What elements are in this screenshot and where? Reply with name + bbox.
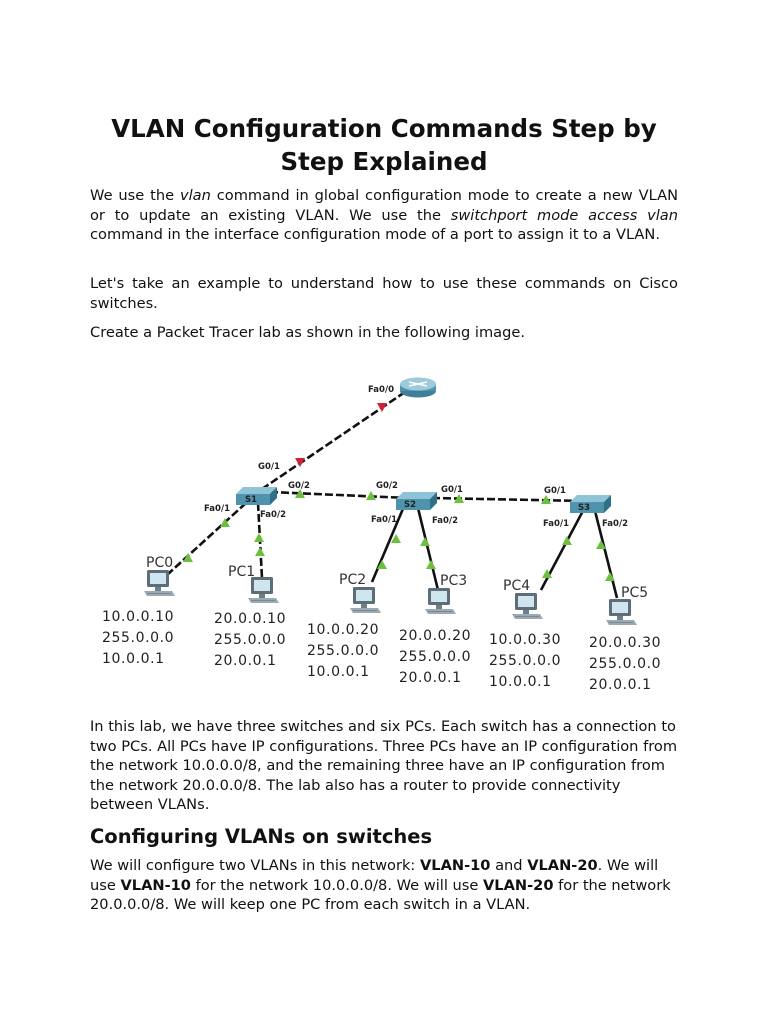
port-label: G0/1 <box>441 485 463 495</box>
text: and <box>490 857 528 874</box>
lab-description-paragraph: In this lab, we have three switches and six PCs. Each switch has a connection to two PCs. All PCs have IP configurations. Three PCs have an IP configuration from the network 10.0.0.0/8, and the remaining three have an IP configuration from the network 20.0.0.0/8. The lab also has a router to provide connectivity between VLANs. <box>90 718 678 813</box>
subnet-mask: 255.0.0.0 <box>307 643 380 659</box>
pc0-ip-config <box>102 609 174 667</box>
pc-name: PC1 <box>228 564 256 580</box>
pc0-icon <box>144 570 175 596</box>
vlan-name: VLAN-20 <box>527 857 598 874</box>
port-label: G0/1 <box>544 486 566 496</box>
pc3-icon <box>425 588 456 614</box>
pc-name: PC2 <box>339 572 367 588</box>
pc3-ip-config <box>399 628 471 686</box>
switch-label: S3 <box>578 503 591 513</box>
ip-address: 10.0.0.30 <box>489 632 562 648</box>
ip-address: 20.0.0.20 <box>399 628 472 644</box>
router-port-label: Fa0/0 <box>368 385 394 395</box>
emphasis: vlan <box>179 187 211 204</box>
port-label: Fa0/1 <box>204 504 230 514</box>
switch-label: S2 <box>404 500 417 510</box>
vlan-name: VLAN-10 <box>120 876 191 894</box>
pc-name: PC3 <box>440 573 468 589</box>
pc1-icon <box>248 577 279 603</box>
text: command in global configuration mode to create a new VLAN or to update an existing VLAN. We use the <box>90 187 678 224</box>
port-label: Fa0/2 <box>260 510 286 520</box>
section-heading: Configuring VLANs on switches <box>90 825 433 848</box>
subnet-mask: 255.0.0.0 <box>589 656 662 672</box>
pc2-icon <box>350 587 381 613</box>
intro-paragraph <box>90 186 678 245</box>
ip-address: 20.0.0.30 <box>589 635 662 651</box>
subnet-mask: 255.0.0.0 <box>399 649 472 665</box>
pc5-icon <box>606 599 637 625</box>
text: for the network 20.0.0.0/8. We will keep one PC from each switch in a VLAN. <box>90 876 671 913</box>
text: for the network 10.0.0.0/8. We will use <box>190 876 484 894</box>
text: We use the <box>90 187 180 204</box>
ip-address: 10.0.0.10 <box>102 609 175 625</box>
lab-instruction-paragraph: Create a Packet Tracer lab as shown in the following image. <box>90 324 526 341</box>
default-gateway: 20.0.0.1 <box>589 677 652 693</box>
example-paragraph: Let's take an example to understand how to use these commands on Cisco switches. <box>90 275 678 312</box>
pc-name: PC5 <box>621 585 649 601</box>
text: . We will use <box>90 857 659 894</box>
port-label: Fa0/2 <box>432 516 458 526</box>
pc4-icon <box>512 593 543 619</box>
pc5-ip-config <box>589 635 661 693</box>
switch-s2 <box>396 492 437 510</box>
ip-address: 10.0.0.20 <box>307 622 380 638</box>
default-gateway: 10.0.0.1 <box>307 664 370 680</box>
subnet-mask: 255.0.0.0 <box>102 630 175 646</box>
pc1-ip-config <box>214 611 286 669</box>
vlan-name: VLAN-10 <box>419 857 491 874</box>
switch-s3 <box>570 495 611 513</box>
network-topology-diagram <box>0 360 768 700</box>
emphasis: switchport mode access vlan <box>450 206 678 224</box>
default-gateway: 20.0.0.1 <box>399 670 462 686</box>
default-gateway: 10.0.0.1 <box>102 651 165 667</box>
pc-name: PC0 <box>146 555 174 571</box>
subnet-mask: 255.0.0.0 <box>214 632 287 648</box>
port-label: G0/2 <box>376 481 398 491</box>
pc4-ip-config <box>489 632 561 690</box>
default-gateway: 20.0.0.1 <box>214 653 277 669</box>
port-label: Fa0/1 <box>371 515 397 525</box>
ip-address: 20.0.0.10 <box>214 611 287 627</box>
switch-label: S1 <box>245 495 258 505</box>
port-label: Fa0/1 <box>543 519 569 529</box>
subnet-mask: 255.0.0.0 <box>489 653 562 669</box>
text: command in the interface configuration mode of a port to assign it to a VLAN. <box>90 226 660 243</box>
router-icon <box>400 378 436 398</box>
port-label: G0/2 <box>288 481 310 491</box>
default-gateway: 10.0.0.1 <box>489 674 552 690</box>
pc2-ip-config <box>307 622 379 680</box>
pc-name: PC4 <box>503 578 531 594</box>
vlan-name: VLAN-20 <box>483 876 554 894</box>
port-label: G0/1 <box>258 462 280 472</box>
page-title: VLAN Configuration Commands Step by Step Explained <box>111 114 657 176</box>
port-label: Fa0/2 <box>602 519 628 529</box>
text: We will configure two VLANs in this network: <box>90 857 420 874</box>
vlan-plan-paragraph <box>90 856 678 915</box>
